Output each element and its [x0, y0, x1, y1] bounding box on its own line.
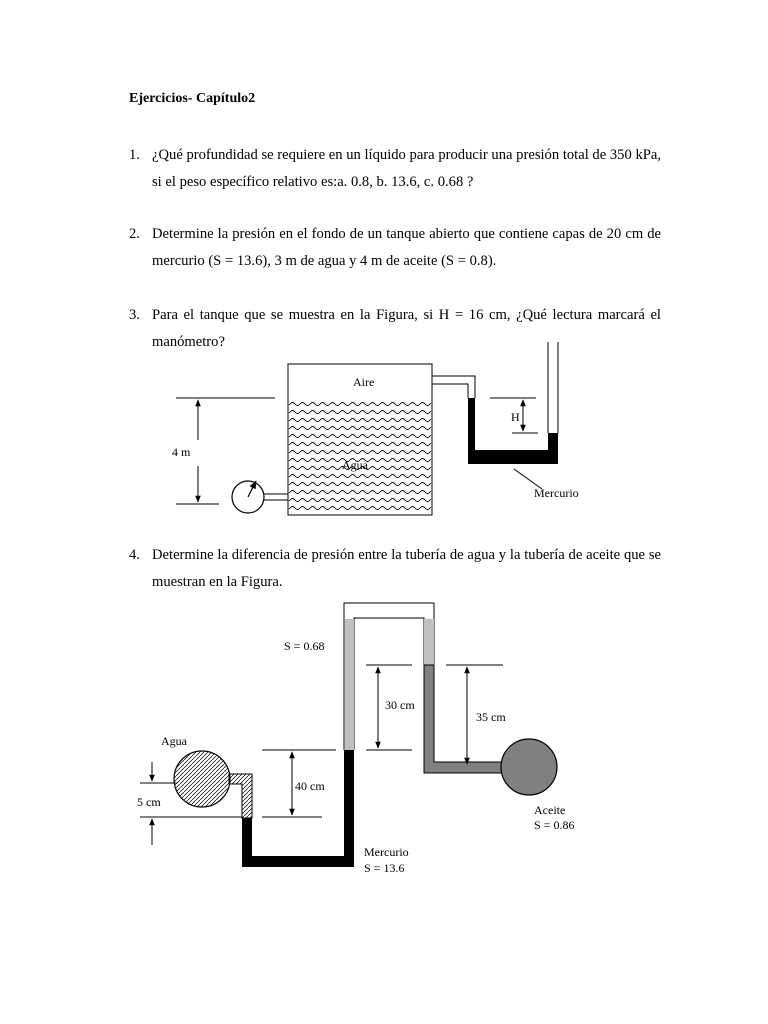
- question-number: 3.: [129, 307, 140, 323]
- manometer-tube: [432, 376, 475, 398]
- question-number: 1.: [129, 147, 140, 163]
- water-connector: [229, 774, 252, 818]
- mercury-label: Mercurio: [364, 845, 409, 859]
- question-number: 2.: [129, 226, 140, 242]
- figure-manometer: [137, 603, 574, 875]
- d40-label: 40 cm: [295, 779, 325, 793]
- question-text: ¿Qué profundidad se requiere en un líquido para producir una presión total de 350 kPa, si el peso específico relativo es:a. 0.8, b. 13.6, c. 0.68 ?: [152, 147, 661, 190]
- question-number: 4.: [129, 547, 140, 563]
- s-oil-label: S = 0.86: [534, 818, 575, 832]
- water-label: Agua: [161, 734, 187, 748]
- water-layer: [289, 399, 431, 514]
- depth-label: 4 m: [172, 445, 191, 459]
- d35-label: 35 cm: [476, 710, 506, 724]
- oil-pipe-section: [501, 739, 557, 795]
- figure-tank: [172, 342, 579, 515]
- water-pipe-section: [174, 751, 230, 807]
- s-mercury-label: S = 13.6: [364, 861, 405, 875]
- d30-label: 30 cm: [385, 698, 415, 712]
- water-label: Agua: [342, 458, 368, 472]
- air-label: Aire: [353, 375, 375, 389]
- mercury-u-tube: [242, 750, 354, 867]
- oil-label: Aceite: [534, 803, 566, 817]
- light-oil-right: [424, 619, 434, 665]
- question-text: Para el tanque que se muestra en la Figura, si H = 16 cm, ¿Qué lectura marcará el manómetro?: [152, 307, 661, 350]
- d5-label: 5 cm: [137, 795, 161, 809]
- tube-outline: [354, 618, 424, 750]
- mercury-column: [468, 398, 558, 464]
- page-title: Ejercicios- Capítulo2: [129, 91, 256, 106]
- mercury-label: Mercurio: [534, 486, 579, 500]
- question-text: Determine la diferencia de presión entre la tubería de agua y la tubería de aceite que se muestran en la Figura.: [152, 547, 661, 590]
- manometer-tube: [432, 384, 468, 398]
- s-oil-tube-label: S = 0.68: [284, 639, 325, 653]
- question-text: Determine la presión en el fondo de un tanque abierto que contiene capas de 20 cm de mercurio (S = 13.6), 3 m de agua y 4 m de aceite (S = 0.8).: [152, 226, 661, 269]
- light-oil-left: [345, 619, 354, 750]
- tube-outline: [344, 603, 434, 750]
- h-label: H: [511, 410, 520, 424]
